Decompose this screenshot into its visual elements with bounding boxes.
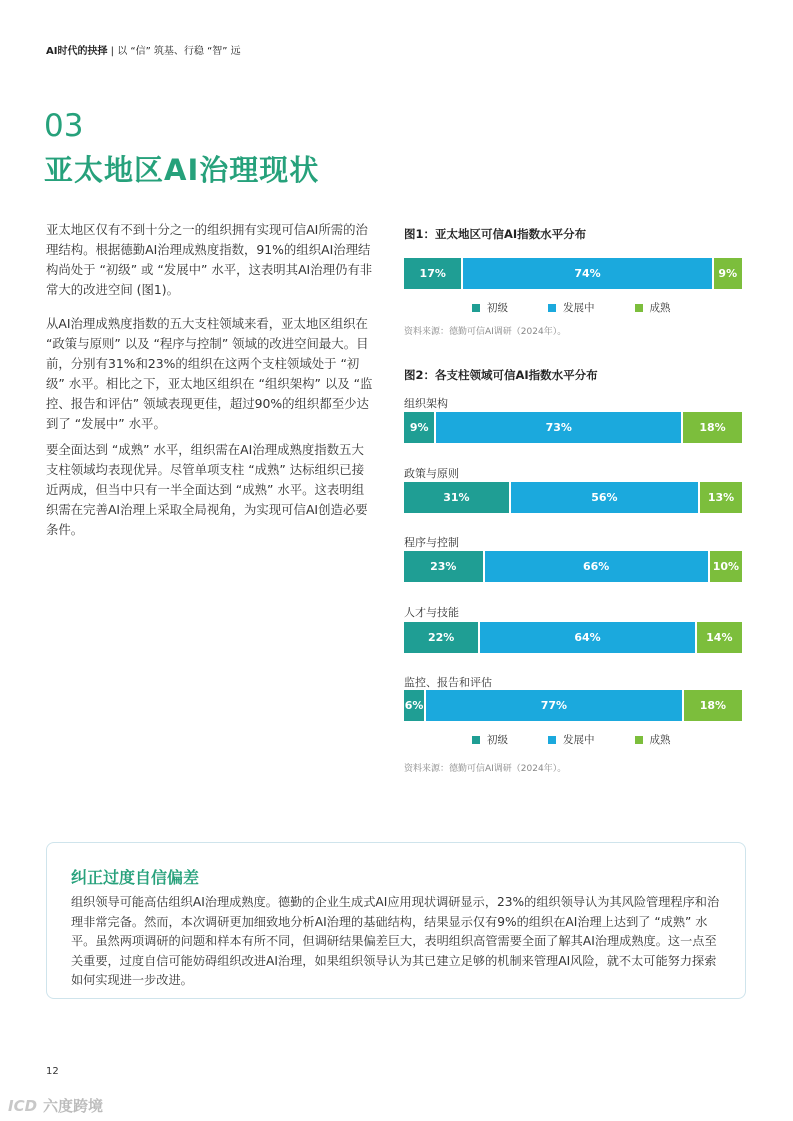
category-label: 组织架构 xyxy=(404,397,448,410)
data-label: 17% xyxy=(419,267,446,280)
bar-segment-developing xyxy=(424,690,682,721)
figure-2-source: 资料来源：德勤可信AI调研（2024年）。 xyxy=(404,764,567,774)
legend-label: 发展中 xyxy=(563,734,595,746)
category-label: 人才与技能 xyxy=(404,606,459,619)
data-label: 73% xyxy=(545,421,572,434)
legend-label: 初级 xyxy=(487,302,508,314)
figure-2-bar xyxy=(404,412,742,443)
legend-swatch xyxy=(472,736,480,744)
data-label: 10% xyxy=(712,560,740,573)
figure-2-bar xyxy=(404,690,742,721)
section-number: 03 xyxy=(44,108,84,144)
bar-segment-mature xyxy=(695,622,742,653)
legend-item xyxy=(472,732,508,747)
legend-item xyxy=(635,732,671,747)
bar-segment-developing xyxy=(434,412,681,443)
bar-segment-initial xyxy=(404,551,483,582)
legend-item xyxy=(635,300,671,315)
data-label: 18% xyxy=(699,699,727,712)
page-number: 12 xyxy=(46,1066,59,1077)
bar-segment-mature xyxy=(708,551,742,582)
data-label: 77% xyxy=(540,699,568,712)
bar-segment-initial xyxy=(404,690,424,721)
legend-label: 成熟 xyxy=(649,302,671,314)
data-label: 13% xyxy=(707,491,735,504)
figure-2-title: 图2：各支柱领域可信AI指数水平分布 xyxy=(404,368,598,382)
bar-segment-developing xyxy=(483,551,708,582)
legend-item xyxy=(548,300,595,315)
body-paragraph: 要全面达到 “成熟” 水平，组织需在AI治理成熟度指数五大支柱领域均表现优异。尽管单项支柱 “成熟” 达标组织已接近两成，但当中只有一半全面达到 “成熟” 水平。这表明组织需在完善AI治理上采取全局视角，为实现可信AI创造必要条件。 xyxy=(46,442,368,537)
header-separator: | xyxy=(110,46,115,57)
body-paragraph: 亚太地区仅有不到十分之一的组织拥有实现可信AI所需的治理结构。根据德勤AI治理成熟度指数，91%的组织AI治理结构尚处于 “初级” 或 “发展中” 水平，这表明其AI治理仍有非常大的改进空间 (图1)。 xyxy=(46,222,373,297)
bar-segment-mature xyxy=(682,690,742,721)
watermark-text: 六度跨境 xyxy=(43,1097,104,1115)
data-label: 9% xyxy=(409,421,429,434)
figure-1-bar xyxy=(404,258,742,289)
data-label: 22% xyxy=(428,631,455,644)
data-label: 9% xyxy=(718,267,738,280)
category-label: 程序与控制 xyxy=(404,536,459,549)
bar-segment-mature xyxy=(698,482,742,513)
bar-segment-developing xyxy=(461,258,711,289)
bar-segment-developing xyxy=(478,622,694,653)
legend-swatch xyxy=(635,736,643,744)
data-label: 66% xyxy=(583,560,610,573)
figure-1-source: 资料来源：德勤可信AI调研（2024年）。 xyxy=(404,327,567,337)
bar-segment-initial xyxy=(404,622,478,653)
legend-label: 发展中 xyxy=(563,302,595,314)
data-label: 6% xyxy=(404,699,424,712)
section-title: 亚太地区AI治理现状 xyxy=(44,153,320,187)
bar-segment-mature xyxy=(712,258,742,289)
legend-swatch xyxy=(635,304,643,312)
running-header xyxy=(46,42,241,57)
data-label: 23% xyxy=(430,560,457,573)
data-label: 74% xyxy=(574,267,601,280)
legend-swatch xyxy=(548,304,556,312)
figure-1-legend xyxy=(472,300,711,315)
category-label: 监控、报告和评估 xyxy=(404,676,492,689)
header-brand: AI时代的抉择 xyxy=(46,46,108,57)
bar-segment-initial xyxy=(404,482,509,513)
callout-title: 纠正过度自信偏差 xyxy=(71,868,200,887)
body-paragraph: 从AI治理成熟度指数的五大支柱领域来看，亚太地区组织在 “政策与原则” 以及 “程序与控制” 领域的改进空间最大。目前，分别有31%和23%的组织在这两个支柱领域处于 “初级” 水平。相比之下，亚太地区组织在 “组织架构” 以及 “监控、报告和评估” 领域表现更佳，超过90%的组织都至少达到了 “发展中” 水平。 xyxy=(46,316,373,431)
legend-swatch xyxy=(472,304,480,312)
header-subtitle: 以 “信” 筑基、行稳 “智” 远 xyxy=(117,46,241,57)
legend-label: 成熟 xyxy=(649,734,671,746)
legend-swatch xyxy=(548,736,556,744)
watermark xyxy=(8,1095,103,1116)
figure-2-bar xyxy=(404,622,742,653)
bar-segment-initial xyxy=(404,412,434,443)
legend-item xyxy=(472,300,508,315)
data-label: 14% xyxy=(706,631,733,644)
legend-item xyxy=(548,732,595,747)
data-label: 64% xyxy=(574,631,601,644)
watermark-logo: ICD xyxy=(8,1096,38,1115)
legend-label: 初级 xyxy=(487,734,508,746)
callout-body: 组织领导可能高估组织AI治理成熟度。德勤的企业生成式AI应用现状调研显示，23%的组织领导认为其风险管理程序和治理非常完备。然而，本次调研更加细致地分析AI治理的基础结构，结果显示仅有9%的组织在AI治理上达到了 “成熟” 水平。虽然两项调研的问题和样本有所不同，但调研结果偏差巨大，表明组织高管需要全面了解其AI治理成熟度。这一点至关重要，过度自信可能妨碍组织改进AI治理，如果组织领导认为其已建立足够的机制来管理AI风险，就不太可能努力探索如何实现进一步改进。 xyxy=(71,895,720,987)
figure-2-bar xyxy=(404,551,742,582)
callout-box xyxy=(46,842,746,999)
figure-1-title: 图1：亚太地区可信AI指数水平分布 xyxy=(404,227,587,241)
figure-2-bar xyxy=(404,482,742,513)
bar-segment-mature xyxy=(681,412,742,443)
category-label: 政策与原则 xyxy=(404,467,459,480)
figure-2-legend xyxy=(472,732,711,747)
bar-segment-developing xyxy=(509,482,698,513)
data-label: 31% xyxy=(443,491,470,504)
bar-segment-initial xyxy=(404,258,461,289)
data-label: 56% xyxy=(591,491,618,504)
data-label: 18% xyxy=(699,421,726,434)
